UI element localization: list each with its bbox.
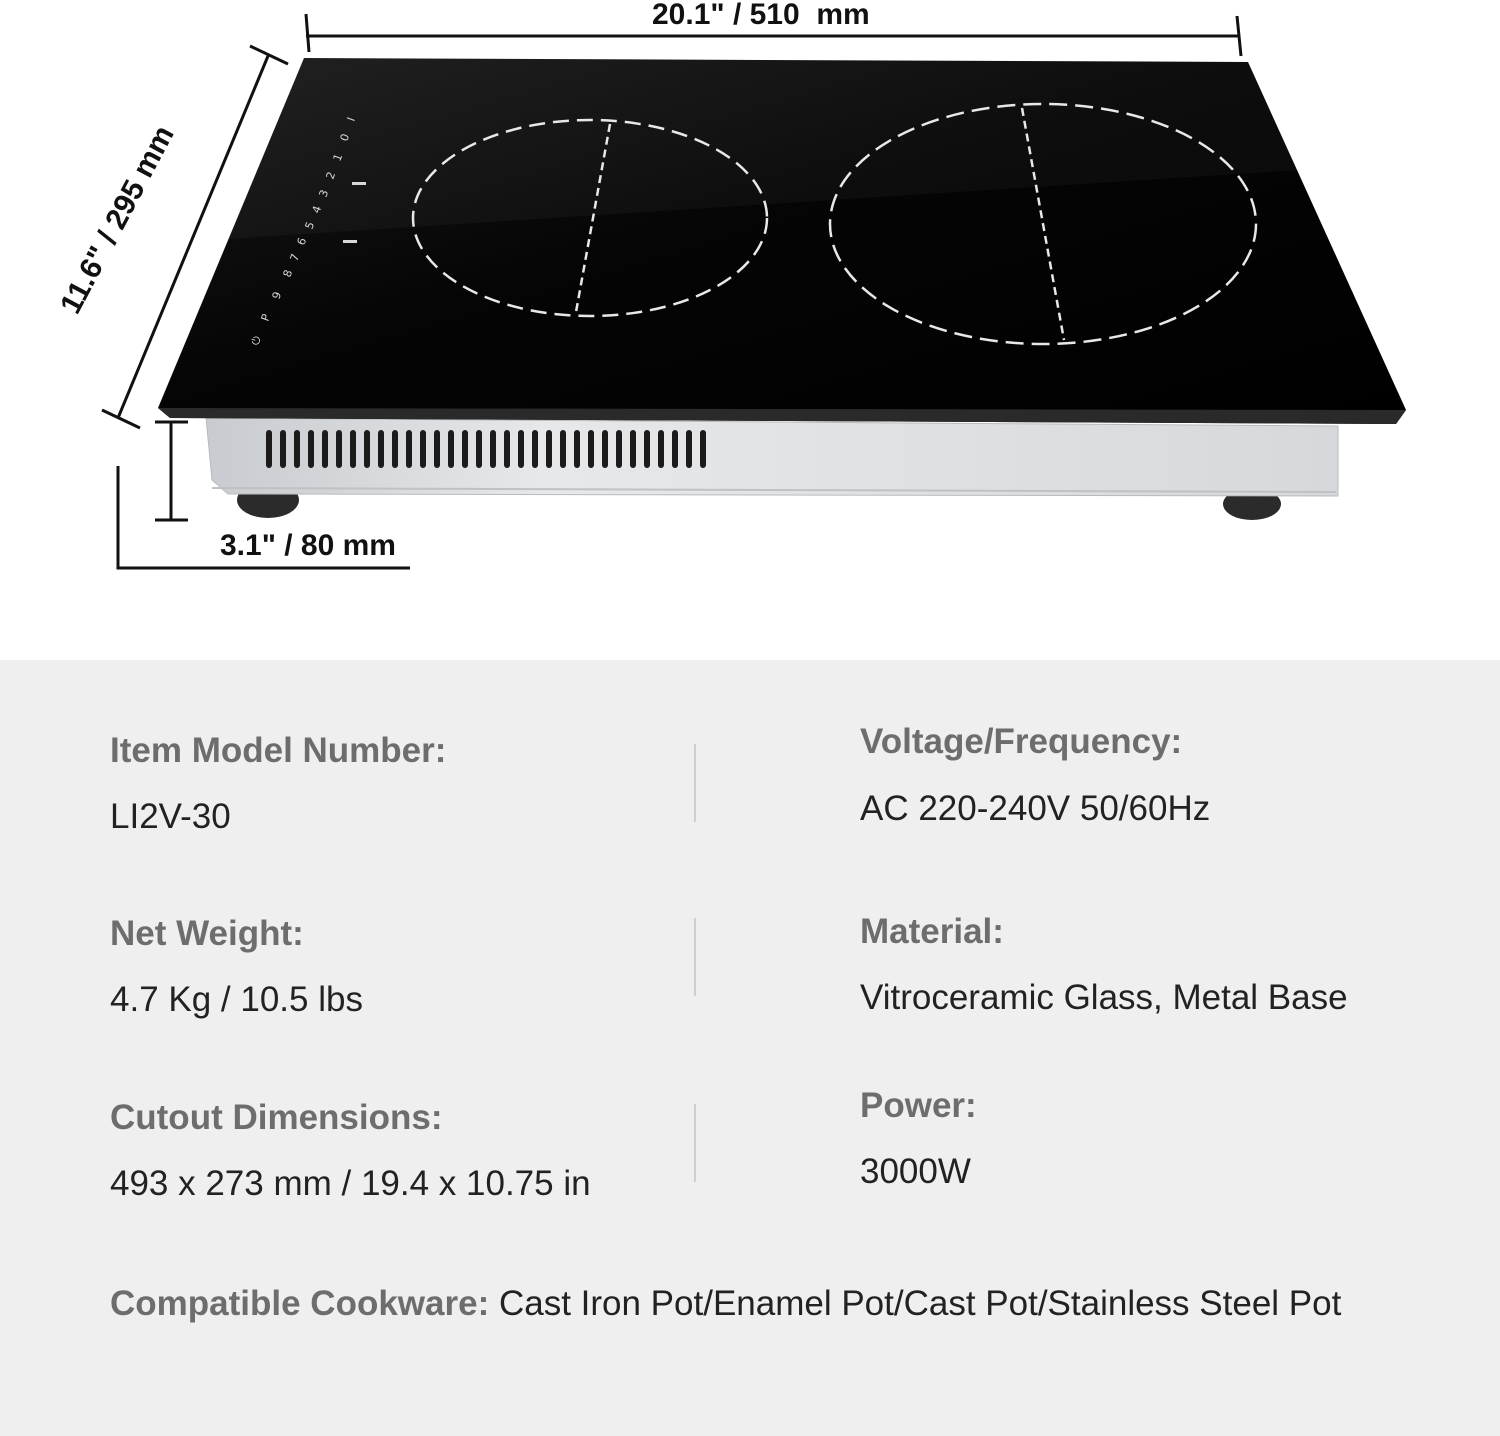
- material-label: Material:: [860, 912, 1004, 951]
- svg-text:5: 5: [302, 220, 318, 232]
- width-dimension-label: 20.1" / 510 mm: [652, 0, 870, 31]
- column-divider: [694, 1104, 696, 1182]
- depth-dimension-label: 11.6" / 295 mm: [54, 120, 181, 320]
- compatible-cookware-row: [110, 1286, 1341, 1321]
- net-weight-label: Net Weight:: [110, 914, 304, 953]
- svg-text:P: P: [258, 312, 274, 324]
- svg-text:9: 9: [269, 290, 285, 302]
- svg-text:8: 8: [280, 268, 296, 280]
- height-dimension-label: 3.1" / 80 mm: [220, 529, 396, 562]
- power-value: 3000W: [860, 1152, 971, 1191]
- material-value: Vitroceramic Glass, Metal Base: [860, 978, 1348, 1017]
- svg-text:⏻: ⏻: [248, 334, 264, 348]
- svg-text:7: 7: [287, 252, 303, 264]
- svg-text:3: 3: [316, 188, 332, 200]
- compatible-cookware-value: Cast Iron Pot/Enamel Pot/Cast Pot/Stainless Steel Pot: [489, 1284, 1342, 1323]
- model-number-label: Item Model Number:: [110, 731, 447, 770]
- svg-text:2: 2: [323, 170, 339, 182]
- voltage-frequency-value: AC 220-240V 50/60Hz: [860, 789, 1211, 828]
- svg-text:1: 1: [330, 152, 346, 164]
- net-weight-value: 4.7 Kg / 10.5 lbs: [110, 980, 363, 1019]
- power-label: Power:: [860, 1086, 977, 1125]
- specifications-panel: [0, 660, 1500, 1436]
- svg-text:I: I: [344, 115, 358, 124]
- compatible-cookware-label: Compatible Cookware:: [110, 1284, 490, 1323]
- svg-text:6: 6: [294, 236, 310, 248]
- metal-base: [206, 418, 1338, 496]
- cutout-dimensions-label: Cutout Dimensions:: [110, 1098, 443, 1137]
- svg-text:0: 0: [337, 132, 353, 144]
- column-divider: [694, 918, 696, 996]
- model-number-value: LI2V-30: [110, 797, 231, 836]
- voltage-frequency-label: Voltage/Frequency:: [860, 722, 1183, 761]
- cutout-dimensions-value: 493 x 273 mm / 19.4 x 10.75 in: [110, 1164, 591, 1203]
- product-image-section: [0, 0, 1500, 660]
- svg-text:4: 4: [309, 204, 325, 216]
- column-divider: [694, 744, 696, 822]
